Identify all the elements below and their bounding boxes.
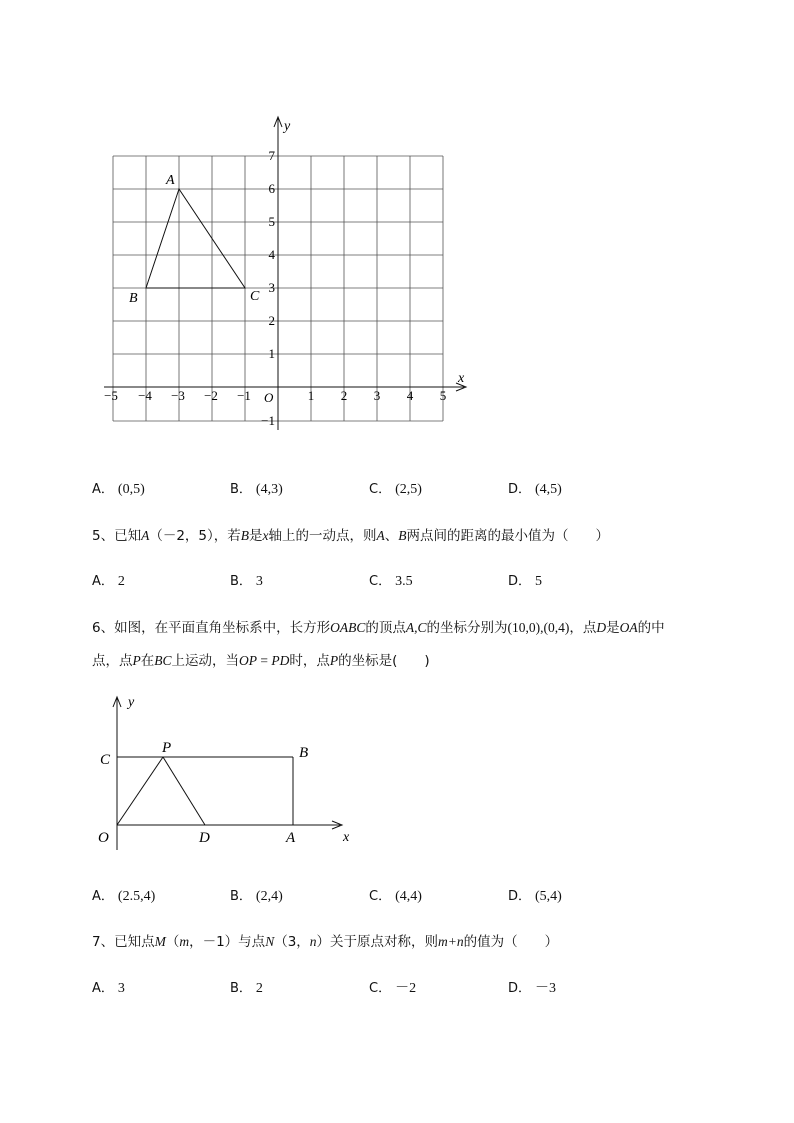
triangle-abc bbox=[146, 189, 245, 288]
y-tick-label: 5 bbox=[268, 214, 275, 229]
q5-text: 、 bbox=[384, 528, 399, 544]
q7-option-c[interactable] bbox=[369, 977, 416, 997]
q6-text: 在 bbox=[140, 653, 155, 669]
option-value: 3 bbox=[117, 981, 125, 996]
q4-option-c[interactable] bbox=[369, 478, 422, 498]
option-value: (2,4) bbox=[255, 889, 283, 904]
q7-text: ，－1）与点 bbox=[189, 934, 266, 950]
x-tick-labels bbox=[104, 388, 446, 403]
x-tick-label: 5 bbox=[439, 388, 447, 403]
q7-option-a[interactable] bbox=[92, 977, 125, 997]
option-value: 3 bbox=[255, 574, 263, 589]
q5-math: A bbox=[141, 528, 150, 543]
q7-math: n bbox=[309, 934, 317, 949]
option-letter: B． bbox=[230, 482, 252, 497]
option-letter: D． bbox=[508, 981, 532, 996]
option-letter: C． bbox=[369, 482, 392, 497]
option-value: (4,4) bbox=[395, 889, 422, 904]
rectangle-figure bbox=[0, 690, 794, 850]
q7-math: M bbox=[154, 934, 166, 949]
y-axis-label: y bbox=[284, 119, 291, 134]
segment-op bbox=[117, 757, 163, 825]
q7-option-d[interactable] bbox=[508, 977, 556, 997]
y-axis-label: y bbox=[128, 695, 135, 710]
q6-math: OA bbox=[619, 620, 638, 635]
q7-option-b[interactable] bbox=[230, 977, 263, 997]
q6-math: PD bbox=[271, 653, 290, 668]
option-letter: A． bbox=[92, 889, 114, 904]
option-value: －3 bbox=[535, 981, 557, 996]
q7-math: N bbox=[265, 934, 275, 949]
q5-text: 两点间的距离的最小值为（ ） bbox=[406, 528, 610, 544]
q6-text: 是 bbox=[606, 620, 620, 636]
question-5 bbox=[92, 526, 609, 546]
q6-option-d[interactable] bbox=[508, 885, 562, 905]
y-tick-label: 4 bbox=[268, 247, 275, 262]
q5-option-c[interactable] bbox=[369, 570, 413, 590]
q5-text: （－2，5），若 bbox=[149, 528, 241, 544]
option-letter: D． bbox=[508, 482, 532, 497]
q4-option-a[interactable] bbox=[92, 478, 145, 498]
q6-text: ，点 bbox=[569, 620, 597, 636]
q6-math: OABC bbox=[330, 620, 366, 635]
q5-math: A bbox=[376, 528, 385, 543]
q5-option-b[interactable] bbox=[230, 570, 263, 590]
x-tick-label: 1 bbox=[307, 388, 315, 403]
y-tick-label: 6 bbox=[268, 181, 275, 196]
option-letter: C． bbox=[369, 574, 392, 589]
option-value: 2 bbox=[255, 981, 263, 996]
x-tick-label: −5 bbox=[104, 388, 118, 403]
x-axis-label: x bbox=[343, 830, 350, 845]
q7-text: ）关于原点对称，则 bbox=[316, 934, 439, 950]
point-c-label: C bbox=[250, 289, 260, 304]
option-value: －2 bbox=[395, 981, 417, 996]
point-b-label: B bbox=[299, 745, 309, 761]
x-tick-label: −4 bbox=[138, 388, 152, 403]
option-value: (4,3) bbox=[255, 482, 283, 497]
q5-math: B bbox=[240, 528, 250, 543]
q6-math: A,C bbox=[405, 620, 427, 635]
q6-math: OP bbox=[239, 653, 258, 668]
q6-math: D bbox=[596, 620, 607, 635]
q6-text: 6、如图，在平面直角坐标系中，长方形 bbox=[92, 620, 331, 636]
y-tick-label: 7 bbox=[268, 148, 275, 163]
q6-text: 点，点 bbox=[92, 653, 133, 669]
q5-options bbox=[92, 570, 732, 594]
q6-text: 上运动，当 bbox=[171, 653, 240, 669]
q7-text: （ bbox=[165, 934, 180, 950]
q6-coords: (10,0),(0,4) bbox=[507, 620, 570, 635]
x-tick-label: −1 bbox=[237, 388, 251, 403]
q6-text: 的顶点 bbox=[365, 620, 406, 636]
option-value: (0,5) bbox=[117, 482, 145, 497]
point-a-label: A bbox=[166, 173, 175, 188]
point-d-label: D bbox=[199, 830, 210, 846]
y-tick-label: 3 bbox=[268, 280, 275, 295]
q6-math: BC bbox=[154, 653, 172, 668]
point-p-label: P bbox=[162, 740, 172, 756]
q5-option-d[interactable] bbox=[508, 570, 542, 590]
option-letter: C． bbox=[369, 981, 392, 996]
x-tick-label: 4 bbox=[406, 388, 414, 403]
option-letter: A． bbox=[92, 981, 114, 996]
q4-options bbox=[92, 478, 732, 502]
q4-option-b[interactable] bbox=[230, 478, 283, 498]
option-value: (2.5,4) bbox=[117, 889, 156, 904]
option-value: 3.5 bbox=[395, 574, 413, 589]
q6-text: 时，点 bbox=[289, 653, 330, 669]
q6-math: P bbox=[132, 653, 141, 668]
option-letter: B． bbox=[230, 889, 252, 904]
x-tick-label: 3 bbox=[373, 388, 381, 403]
x-tick-label: −3 bbox=[171, 388, 185, 403]
point-o-label: O bbox=[98, 830, 109, 846]
q4-option-d[interactable] bbox=[508, 478, 562, 498]
question-7 bbox=[92, 932, 558, 952]
origin-label: O bbox=[264, 390, 274, 405]
x-tick-label: −2 bbox=[204, 388, 218, 403]
point-b-label: B bbox=[129, 291, 138, 306]
q7-options bbox=[92, 977, 732, 1001]
option-value: (4,5) bbox=[535, 482, 562, 497]
q5-text: 是 bbox=[249, 528, 263, 544]
q5-math: B bbox=[398, 528, 407, 543]
q6-option-c[interactable] bbox=[369, 885, 422, 905]
option-letter: D． bbox=[508, 889, 532, 904]
q6-equals: = bbox=[257, 653, 272, 668]
question-6-line-2 bbox=[92, 651, 430, 671]
option-letter: C． bbox=[369, 889, 392, 904]
option-letter: A． bbox=[92, 574, 114, 589]
option-value: 2 bbox=[117, 574, 125, 589]
y-tick-label: −1 bbox=[261, 413, 275, 428]
q5-text: 轴上的一动点，则 bbox=[268, 528, 377, 544]
y-tick-label: 1 bbox=[268, 346, 275, 361]
q6-text: 的坐标分别为 bbox=[426, 620, 508, 636]
q6-option-a[interactable] bbox=[92, 885, 155, 905]
segment-pd bbox=[163, 757, 205, 825]
q7-math: m+n bbox=[438, 934, 464, 949]
q5-text: 5、已知 bbox=[92, 528, 142, 544]
q6-text: 的中 bbox=[637, 620, 665, 636]
option-letter: D． bbox=[508, 574, 532, 589]
option-value: (2,5) bbox=[395, 482, 422, 497]
q6-options bbox=[92, 885, 732, 909]
x-axis-label: x bbox=[458, 371, 465, 386]
q5-option-a[interactable] bbox=[92, 570, 125, 590]
option-letter: B． bbox=[230, 981, 252, 996]
q6-text: 的坐标是( ) bbox=[338, 653, 430, 669]
option-value: 5 bbox=[535, 574, 543, 589]
point-c-label: C bbox=[100, 752, 111, 768]
q6-option-b[interactable] bbox=[230, 885, 283, 905]
question-6-line-1 bbox=[92, 618, 665, 638]
q6-math: P bbox=[329, 653, 339, 668]
option-letter: B． bbox=[230, 574, 252, 589]
q7-text: （3， bbox=[274, 934, 310, 950]
x-tick-label: 2 bbox=[340, 388, 348, 403]
option-value: (5,4) bbox=[535, 889, 562, 904]
option-letter: A． bbox=[92, 482, 114, 497]
y-tick-label: 2 bbox=[268, 313, 275, 328]
q5-math: x bbox=[262, 528, 269, 543]
coordinate-grid-figure bbox=[0, 0, 794, 440]
point-a-label: A bbox=[286, 830, 296, 846]
q7-text: 的值为（ ） bbox=[463, 934, 559, 950]
q7-math: m bbox=[179, 934, 190, 949]
q7-text: 7、已知点 bbox=[92, 934, 155, 950]
